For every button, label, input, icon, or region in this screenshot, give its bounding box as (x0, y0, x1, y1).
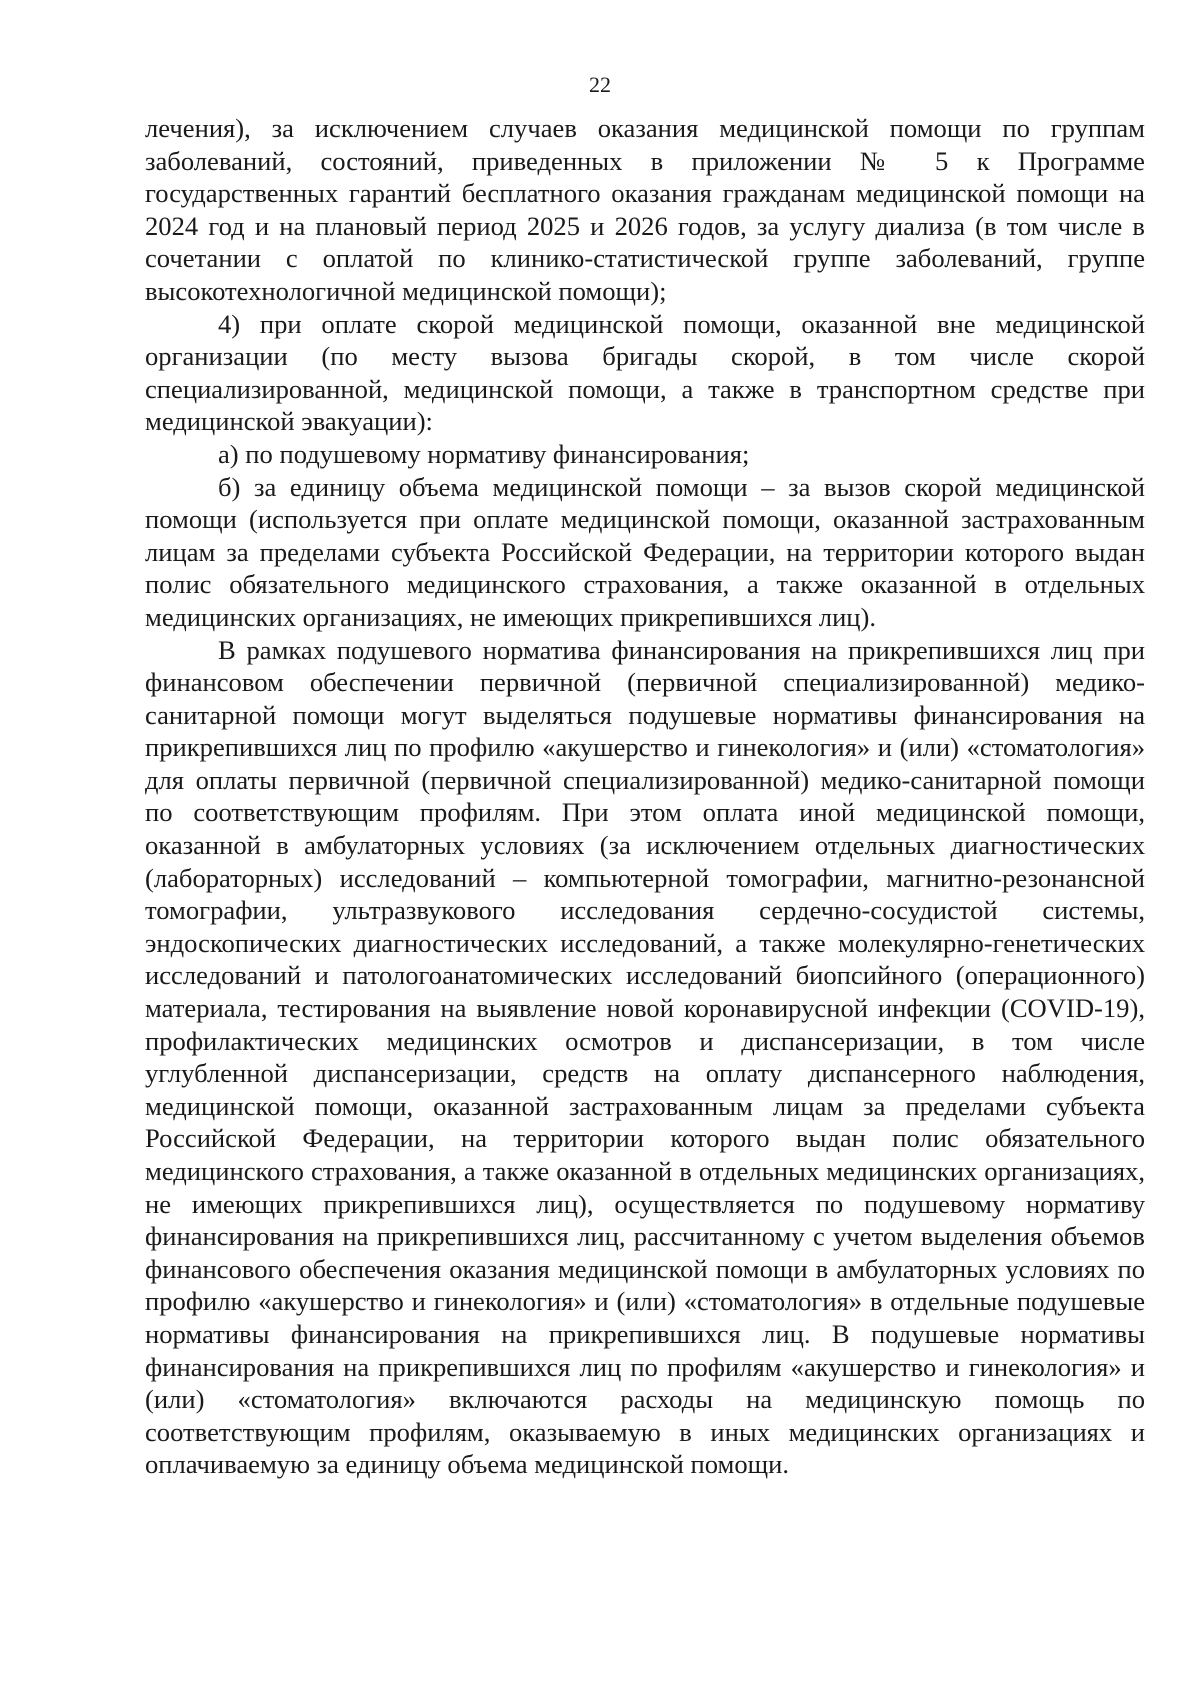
document-body (145, 112, 1145, 1481)
page-number: 22 (589, 72, 611, 97)
paragraph-subitem-a: а) по подушевому нормативу финансирования; (218, 438, 750, 469)
paragraph-treatment-exceptions: лечения), за исключением случаев оказания медицинской помощи по группам заболеваний, состояний, приведенных в приложении № 5 к Программе государственных гарантий бесплатного оказания гражданам медицинской помощи на 2024 год и на плановый период 2025 и 2026 годов, за услугу диализа (в том числе в сочетании с оплатой по клинико-статистической группе заболеваний, группе высокотехнологичной медицинской помощи); (145, 113, 1145, 306)
paragraph-subitem-b: б) за единицу объема медицинской помощи – за вызов скорой медицинской помощи (используется при оплате медицинской помощи, оказанной застрахованным лицам за пределами субъекта Российской Федерации, на территории которого выдан полис обязательного медицинского страхования, а также оказанной в отдельных медицинских организациях, не имеющих прикрепившихся лиц). (145, 471, 1145, 632)
paragraph-per-capita-normative: В рамках подушевого норматива финансирования на прикрепившихся лиц при финансовом обеспечении первичной (первичной специализированной) медико-санитарной помощи могут выделяться подушевые нормативы финансирования на прикрепившихся лиц по профилю «акушерство и гинекология» и (или) «стоматология» для оплаты первичной (первичной специализированной) медико-санитарной помощи по соответствующим профилям. При этом оплата иной медицинской помощи, оказанной в амбулаторных условиях (за исключением отдельных диагностических (лабораторных) исследований – компьютерной томографии, магнитно-резонансной томографии, ультразвукового исследования сердечно-сосудистой системы, эндоскопических диагностических исследований, а также молекулярно-генетических исследований и патологоанатомических исследований биопсийного (операционного) материала, тестирования на выявление новой коронавирусной инфекции (COVID-19), профилактических медицинских осмотров и диспансеризации, в том числе углубленной диспансеризации, средств на оплату диспансерного наблюдения, медицинской помощи, оказанной застрахованным лицам за пределами субъекта Российской Федерации, на территории которого выдан полис обязательного медицинского страхования, а также оказанной в отдельных медицинских организациях, не имеющих прикрепившихся лиц), осуществляется по подушевому нормативу финансирования на прикрепившихся лиц, рассчитанному с учетом выделения объемов финансового обеспечения оказания медицинской помощи в амбулаторных условиях по профилю «акушерство и гинекология» и (или) «стоматология» в отдельные подушевые нормативы финансирования на прикрепившихся лиц. В подушевые нормативы финансирования на прикрепившихся лиц по профилям «акушерство и гинекология» и (или) «стоматология» включаются расходы на медицинскую помощь по соответствующим профилям, оказываемую в иных медицинских организациях и оплачиваемую за единицу объема медицинской помощи. (145, 634, 1145, 1480)
paragraph-item-4-emergency-care: 4) при оплате скорой медицинской помощи, оказанной вне медицинской организации (по месту вызова бригады скорой, в том числе скорой специализированной, медицинской помощи, а также в транспортном средстве при медицинской эвакуации): (145, 308, 1145, 437)
